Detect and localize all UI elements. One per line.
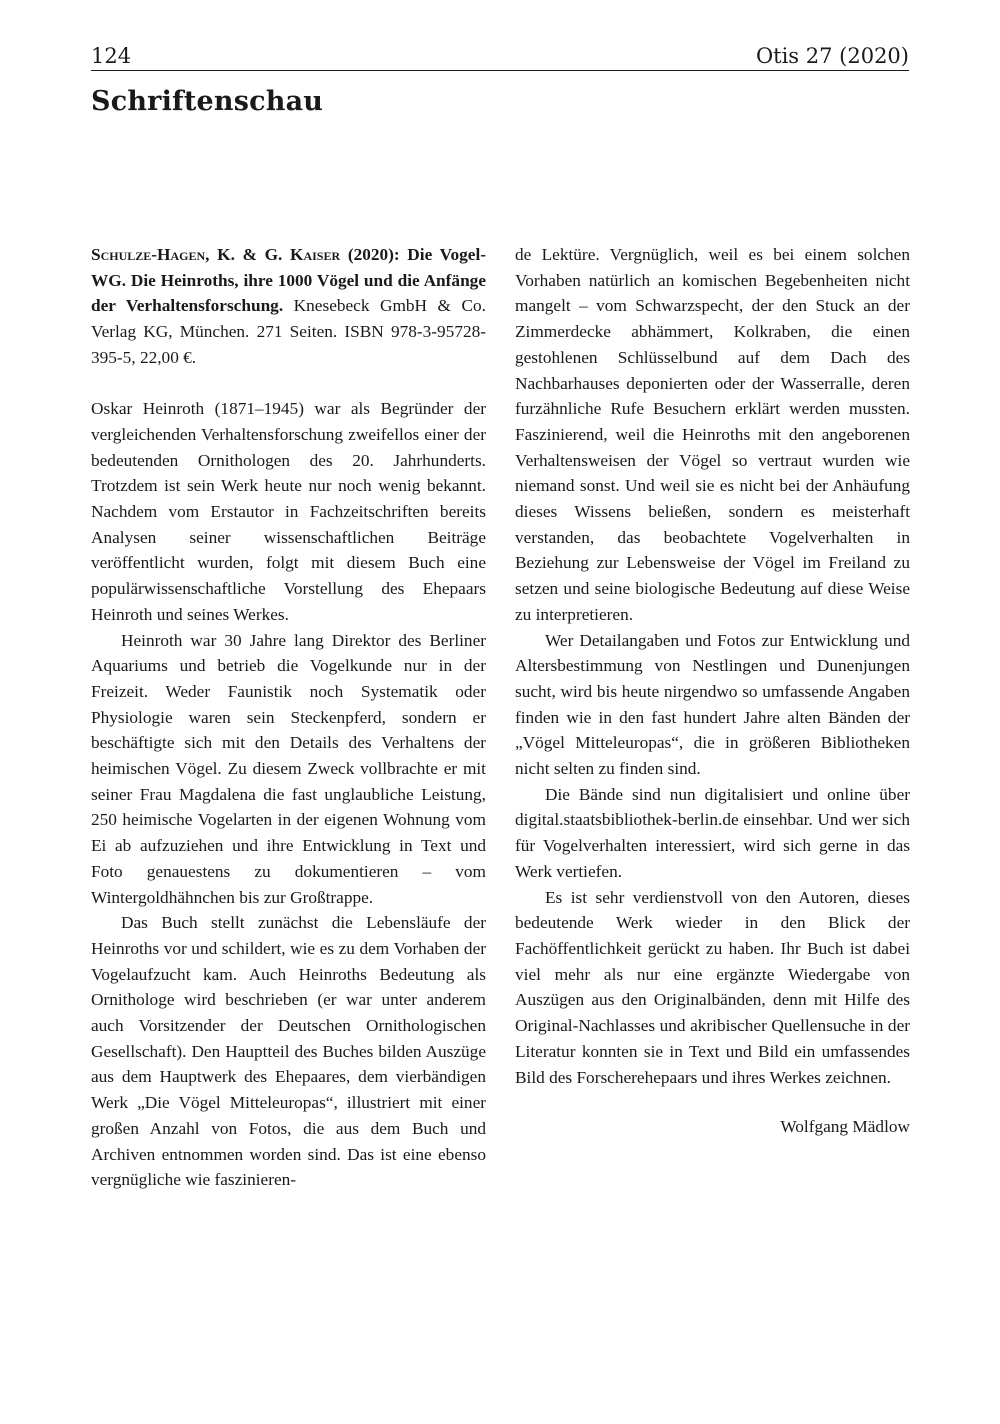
paragraph: Oskar Heinroth (1871–1945) war als Begründer der vergleichenden Verhaltensforschung zweifellos einer der bedeutenden Ornithologen des 20. Jahrhunderts. Trotzdem ist sein Werk heute nur noch wenig bekannt. Nachdem vom Erstautor in Fachzeitschriften bereits Analysen seiner wissenschaftlichen Beiträge veröffentlicht wurden, folgt mit diesem Buch eine populärwissenschaftliche Vorstellung des Ehepaars Heinroth und seines Werkes.: [91, 399, 486, 624]
citation-author-sep: , K. & G.: [205, 245, 291, 264]
review-author-signature: Wolfgang Mädlow: [780, 1117, 910, 1137]
spacer: [91, 371, 486, 397]
right-column: [515, 242, 910, 1140]
citation-title: (2020): Die Vogel-WG. Die Heinroths, ihre 1000 Vögel und die Anfänge der Verhaltensforschung.: [91, 245, 486, 316]
citation-author-2: Kaiser: [290, 245, 341, 264]
paragraph: Das Buch stellt zunächst die Lebensläufe der Heinroths vor und schildert, wie es zu dem Vorhaben der Vogelaufzucht kam. Auch Heinroths Bedeutung als Ornithologe wird beschrieben (er war unter anderem auch Vorsitzender der Deutschen Ornithologischen Gesellschaft). Den Hauptteil des Buches bilden Auszüge aus dem Hauptwerk des Ehepaares, dem vierbändigen Werk „Die Vögel Mitteleuropas“, illustriert mit einer großen Anzahl von Fotos, die aus dem Buch und Archiven entnommen worden sind. Das ist eine ebenso vergnügliche wie faszinieren-: [91, 913, 486, 1190]
citation-author-1: Schulze-Hagen: [91, 245, 206, 264]
section-title: Schriftenschau: [91, 86, 324, 117]
paragraph: Heinroth war 30 Jahre lang Direktor des Berliner Aquariums und betrieb die Vogelkunde nur in der Freizeit. Weder Faunistik noch Systematik oder Physiologie waren sein Steckenpferd, sondern er beschäftigte sich mit den Details des Verhaltens der heimischen Vögel. Zu diesem Zweck vollbrachte er mit seiner Frau Magdalena die fast unglaubliche Leistung, 250 heimische Vogelarten in der eigenen Wohnung vom Ei ab aufzuziehen und ihre Entwicklung in Text und Foto genauestens zu dokumentieren – vom Wintergoldhähnchen bis zur Großtrappe.: [91, 630, 486, 907]
page-number: 124: [91, 44, 132, 68]
paragraph: Wer Detailangaben und Fotos zur Entwicklung und Altersbestimmung von Nestlingen und Dunenjungen sucht, wird bis heute nirgendwo so umfassende Angaben finden wie in den fast hundert Jahre alten Bänden der „Vögel Mitteleuropas“, die in größeren Bibliotheken nicht selten zu finden sind.: [515, 630, 910, 779]
paragraph: Die Bände sind nun digitalisiert und online über digital.staatsbibliothek-berlin.de einsehbar. Und wer sich für Vogelverhalten interessiert, wird sich gerne in das Werk vertiefen.: [515, 784, 910, 881]
left-column: [91, 242, 486, 1193]
running-header: [91, 40, 909, 71]
journal-reference: Otis 27 (2020): [755, 44, 909, 68]
paragraph: Es ist sehr verdienstvoll von den Autoren, dieses bedeutende Werk wieder in den Blick der Fachöffentlichkeit gerückt zu haben. Ihr Buch ist dabei viel mehr als nur eine ergänzte Wiedergabe von Auszügen aus den Originalbänden, denn mit Hilfe des Original-Nachlasses und akribischer Quellensuche in der Literatur konnten sie in Text und Bild ein umfassendes Bild des Forscherehepaars und ihres Werkes zeichnen.: [515, 887, 910, 1087]
citation-publisher: Knesebeck GmbH & Co. Verlag KG, München. 271 Seiten. ISBN 978-3-95728-395-5, 22,00 €.: [91, 296, 487, 367]
paragraph: de Lektüre. Vergnüglich, weil es bei einem solchen Vorhaben natürlich an komischen Begebenheiten nicht mangelt – vom Schwarzspecht, der den Stuck an der Zimmerdecke abhämmert, Kolkraben, die einen gestohlenen Schlüsselbund auf dem Dach des Nachbarhauses deponierten oder der Wasserralle, deren furzähnliche Rufe Besuchern erklärt werden mussten. Faszinierend, weil die Heinroths mit den angeborenen Verhaltensweisen der Vögel so vertraut wurden wie niemand sonst. Und weil sie es nicht bei der Anhäufung dieses Wissens beließen, sondern es meisterhaft verstanden, das beobachtete Vogelverhalten in Beziehung zur Lebensweise der Vögel im Freiland zu setzen und seine biologische Bedeutung auf diese Weise zu interpretieren.: [515, 245, 910, 624]
book-citation: [91, 242, 486, 371]
